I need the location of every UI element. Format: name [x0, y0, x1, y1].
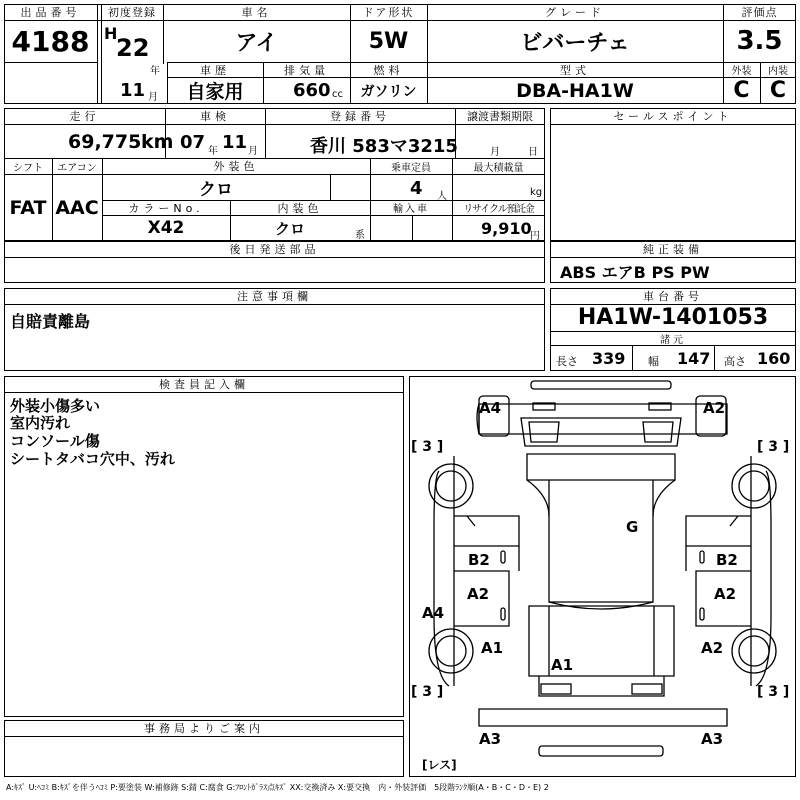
later-parts-header: 後日発送部品	[229, 243, 320, 256]
inspector-line: 室内汚れ	[10, 414, 71, 432]
height-value: 160	[757, 349, 791, 368]
inspection-year: 07	[180, 132, 206, 153]
damage-mark: A3	[479, 730, 502, 748]
model-value: DBA-HA1W	[516, 79, 634, 102]
spare-tire-mark: [レス]	[422, 758, 457, 772]
shift-header: シフト	[13, 162, 43, 174]
damage-mark: B2	[468, 551, 490, 569]
mileage-value: 69,775	[68, 131, 142, 153]
lot-no-header: 出品番号	[20, 6, 81, 19]
displacement-header: 排気量	[284, 63, 329, 77]
recycle-value: 9,910	[481, 219, 532, 238]
displacement-unit: cc	[332, 89, 343, 100]
transfer-day-unit: 日	[528, 147, 538, 158]
aircon-value: AAC	[55, 196, 99, 219]
inspector-header: 検査員記入欄	[159, 378, 249, 391]
car-name-value: アイ	[235, 30, 278, 56]
sales-point-box	[550, 108, 796, 241]
damage-mark: A1	[551, 656, 574, 674]
first-reg-header: 初度登録	[108, 6, 156, 19]
int-grade-header: 内装	[768, 66, 788, 77]
damage-mark: A2	[714, 585, 737, 603]
mileage-unit: km	[141, 131, 174, 153]
max-load-unit: kg	[530, 187, 543, 198]
damage-mark: A3	[701, 730, 724, 748]
color-no-value: X42	[147, 218, 185, 238]
transfer-month-unit: 月	[490, 147, 500, 158]
length-label: 長さ	[556, 355, 578, 368]
height-label: 高さ	[724, 355, 746, 368]
first-reg-month-unit: 月	[148, 92, 158, 103]
first-reg-year-unit: 年	[150, 66, 160, 77]
damage-mark: A4	[422, 604, 445, 622]
score-header: 評価点	[741, 6, 778, 19]
max-load-header: 最大積載量	[473, 162, 524, 174]
recycle-unit: 円	[530, 231, 540, 242]
int-color-value: クロ	[274, 219, 305, 238]
int-color-unit: 系	[355, 230, 365, 241]
chassis-value: HA1W-1401053	[577, 305, 769, 330]
legend-text: A:ｷｽﾞ U:ﾍｺﾐ B:ｷｽﾞを伴うﾍｺﾐ P:要塗装 W:補修跡 S:錆 C:腐食 G:ﾌﾛﾝﾄｶﾞﾗｽ点ｷｽﾞ XX:交換済み X:要交換 内・外装評価 5段階ﾗﾝｸ順(A・B・C・D・E) 2	[6, 783, 549, 792]
plate-value: 香川 583マ3215	[310, 136, 458, 157]
capacity-unit: 人	[437, 191, 447, 202]
history-header: 車歴	[200, 63, 230, 77]
length-value: 339	[592, 349, 626, 368]
inspection-header: 車検	[200, 110, 230, 123]
ext-color-value: クロ	[199, 179, 233, 200]
inspector-line: コンソール傷	[10, 432, 100, 450]
damage-mark: A2	[703, 399, 726, 417]
plate-header: 登録番号	[330, 110, 390, 123]
mileage-header: 走行	[69, 110, 100, 123]
damage-mark: B2	[716, 551, 738, 569]
notes-header: 注意事項欄	[237, 290, 312, 303]
first-reg-month: 11	[120, 80, 146, 101]
displacement-value: 660	[293, 80, 331, 101]
inspection-month-unit: 月	[248, 146, 258, 157]
damage-mark: A4	[479, 399, 502, 417]
equipment-header: 純正装備	[643, 243, 703, 256]
transfer-header: 譲渡書類期限	[467, 110, 533, 123]
score-value: 3.5	[736, 26, 783, 56]
model-header: 型式	[560, 63, 590, 77]
inspection-month: 11	[222, 132, 248, 153]
damage-mark: A2	[701, 639, 724, 657]
capacity-header: 乗車定員	[391, 162, 431, 174]
capacity-value: 4	[410, 178, 423, 199]
door-value: 5W	[368, 28, 409, 54]
tire-mark: [ 3 ]	[411, 439, 444, 455]
chassis-header: 車台番号	[643, 290, 703, 303]
aircon-header: エアコン	[57, 162, 97, 174]
car-name-header: 車名	[241, 6, 272, 19]
history-value: 自家用	[186, 81, 244, 103]
damage-mark: A2	[467, 585, 490, 603]
grade-value: ビバーチェ	[520, 30, 630, 56]
color-no-header: カラーNo.	[128, 201, 204, 215]
door-header: ドア形状	[362, 6, 415, 19]
width-label: 幅	[648, 355, 659, 368]
notes-value: 自賠責離島	[10, 312, 91, 331]
damage-mark: A1	[481, 639, 504, 657]
inspector-line: シートタバコ穴中、汚れ	[10, 450, 175, 468]
car-outline	[409, 376, 796, 777]
first-reg-era: H	[104, 24, 118, 43]
inspection-year-unit: 年	[208, 146, 218, 157]
import-header: 輸入車	[393, 204, 429, 215]
equipment-value: ABS エアB PS PW	[560, 263, 710, 282]
tire-mark: [ 3 ]	[757, 684, 790, 700]
width-value: 147	[677, 349, 711, 368]
shift-value: FAT	[9, 196, 47, 219]
tire-mark: [ 3 ]	[757, 439, 790, 455]
inspector-line: 外装小傷多い	[10, 397, 101, 415]
lot-no-value: 4188	[11, 24, 90, 58]
int-color-header: 内装色	[277, 201, 323, 215]
tire-mark: [ 3 ]	[411, 684, 444, 700]
ext-color-header: 外装色	[213, 160, 259, 173]
first-reg-year: 22	[116, 34, 150, 62]
fuel-value: ガソリン	[360, 83, 417, 100]
recycle-header: リサイクル預託金	[463, 204, 534, 215]
int-grade-value: C	[769, 78, 787, 103]
specs-header: 諸元	[660, 334, 686, 346]
office-header: 事務局よりご案内	[144, 722, 264, 735]
fuel-header: 燃料	[373, 63, 404, 77]
sales-point-header: セールスポイント	[613, 110, 733, 123]
ext-grade-header: 外装	[731, 66, 752, 77]
damage-mark: G	[626, 518, 639, 536]
ext-grade-value: C	[733, 78, 750, 103]
grade-header: グレード	[545, 6, 605, 19]
